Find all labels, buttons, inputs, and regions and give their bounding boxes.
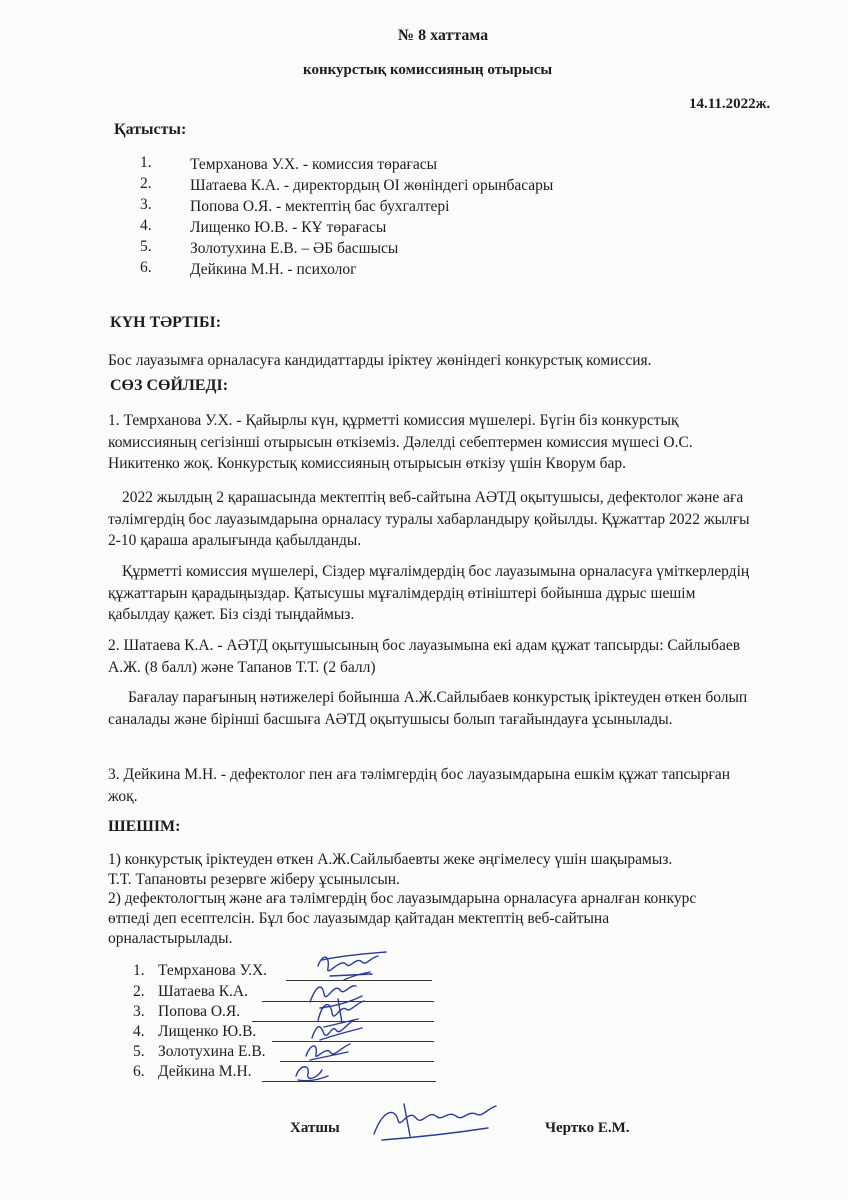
- decision-line: орналастырылады.: [108, 930, 233, 947]
- signature-scribble-secretary: [368, 1100, 500, 1148]
- signature-scribble-6: [288, 1060, 338, 1084]
- signatory-name: Лищенко Ю.В.: [158, 1023, 257, 1040]
- signatory-name: Попова О.Я.: [158, 1003, 241, 1020]
- list-number: 3.: [133, 1003, 145, 1020]
- decision-line: өтпеді деп есептелсін. Бұл бос лауазымдар қайтадан мектептің веб-сайтына: [108, 910, 610, 927]
- speech-paragraph: 3. Дейкина М.Н. - дефектолог пен аға тәлімгердің бос лауазымдарына ешкім құжат тапсырған жоқ.: [108, 766, 731, 805]
- speech-paragraph: 2022 жылдың 2 қарашасында мектептің веб-сайтына АӘТД оқытушысы, дефектолог және аға тәлімгердің бос лауазымдарына орналасу туралы хабарландыру қойылды. Құжаттар 2022 жылғы 2-10 қараша аралығында қабылданды.: [108, 489, 750, 549]
- list-number: 5.: [133, 1043, 145, 1060]
- list-item: Темрханова У.Х. - комиссия төрағасы: [190, 156, 438, 173]
- list-number: 6.: [133, 1063, 145, 1080]
- speech-paragraph: 2. Шатаева К.А. - АӘТД оқытушысының бос лауазымына екі адам құжат тапсырды: Сайлыбаев А.Ж. (8 балл) және Тапанов Т.Т. (2 балл): [108, 637, 741, 676]
- agenda-text: Бос лауазымға орналасуға кандидаттарды іріктеу жөніндегі конкурстық комиссия.: [108, 352, 652, 369]
- list-number: 6.: [140, 259, 152, 276]
- list-number: 2.: [140, 175, 152, 192]
- protocol-date: 14.11.2022ж.: [689, 96, 771, 112]
- speech-paragraph: Құрметті комиссия мүшелері, Сіздер мұғалімдердің бос лауазымына орналасуға үміткерлердің құжаттарын қарадыңыздар. Қатысушы мұғалімдердің өтініштері бойынша дұрыс шешім қабылдау қажет. Біз сізді тыңдаймыз.: [108, 563, 750, 623]
- signatory-name: Золотухина Е.В.: [158, 1043, 266, 1060]
- signatory-name: Шатаева К.А.: [158, 983, 248, 1000]
- list-number: 1.: [140, 154, 152, 171]
- speeches-label: СӨЗ СӨЙЛЕДІ:: [110, 377, 229, 394]
- list-number: 1.: [133, 962, 145, 979]
- decision-line: 2) дефектологтың және аға тәлімгердің бос лауазымдарына орналасуға арналған конкурс: [108, 890, 697, 907]
- speech-paragraph: 1. Темрханова У.Х. - Қайырлы күн, құрметті комиссия мүшелері. Бүгін біз конкурстық комиссияның сегізінші отырысын өткіземіз. Дәлелді себептермен комиссия мүшесі О.С. Никитенко жоқ. Конкурстық комиссияның отырысын өткізу үшін Кворум бар.: [108, 412, 693, 472]
- list-number: 4.: [133, 1023, 145, 1040]
- secretary-label: Хатшы: [290, 1120, 340, 1136]
- list-number: 4.: [140, 217, 152, 234]
- list-number: 2.: [133, 983, 145, 1000]
- decision-line: Т.Т. Тапановты резервге жіберу ұсынылсын.: [108, 871, 400, 888]
- protocol-subtitle: конкурстық комиссияның отырысы: [303, 62, 553, 78]
- decision-line: 1) конкурстық іріктеуден өткен А.Ж.Сайлыбаевты жеке әңгімелесу үшін шақырамыз.: [108, 851, 673, 868]
- protocol-number: № 8 хаттама: [398, 27, 489, 44]
- list-item: Золотухина Е.В. – ӘБ басшысы: [190, 240, 399, 257]
- speech-paragraph: Бағалау парағының нәтижелері бойынша А.Ж.Сайлыбаев конкурстық іріктеуден өткен болып саналады және бірінші басшыға АӘТД оқытушысы болып тағайындауға ұсынылады.: [108, 689, 748, 728]
- signatory-name: Темрханова У.Х.: [158, 962, 268, 979]
- signatory-name: Дейкина М.Н.: [158, 1063, 252, 1080]
- attendees-label: Қатысты:: [114, 121, 187, 138]
- list-item: Шатаева К.А. - директордың ОІ жөніндегі орынбасары: [190, 177, 554, 194]
- secretary-name: Чертко Е.М.: [545, 1120, 630, 1136]
- list-item: Лищенко Ю.В. - КҰ төрағасы: [190, 219, 387, 236]
- list-item: Дейкина М.Н. - психолог: [190, 261, 357, 278]
- list-number: 5.: [140, 238, 152, 255]
- agenda-label: КҮН ТӘРТІБІ:: [110, 314, 222, 331]
- list-number: 3.: [140, 196, 152, 213]
- list-item: Попова О.Я. - мектептің бас бухгалтері: [190, 198, 450, 215]
- decision-label: ШЕШІМ:: [108, 818, 181, 835]
